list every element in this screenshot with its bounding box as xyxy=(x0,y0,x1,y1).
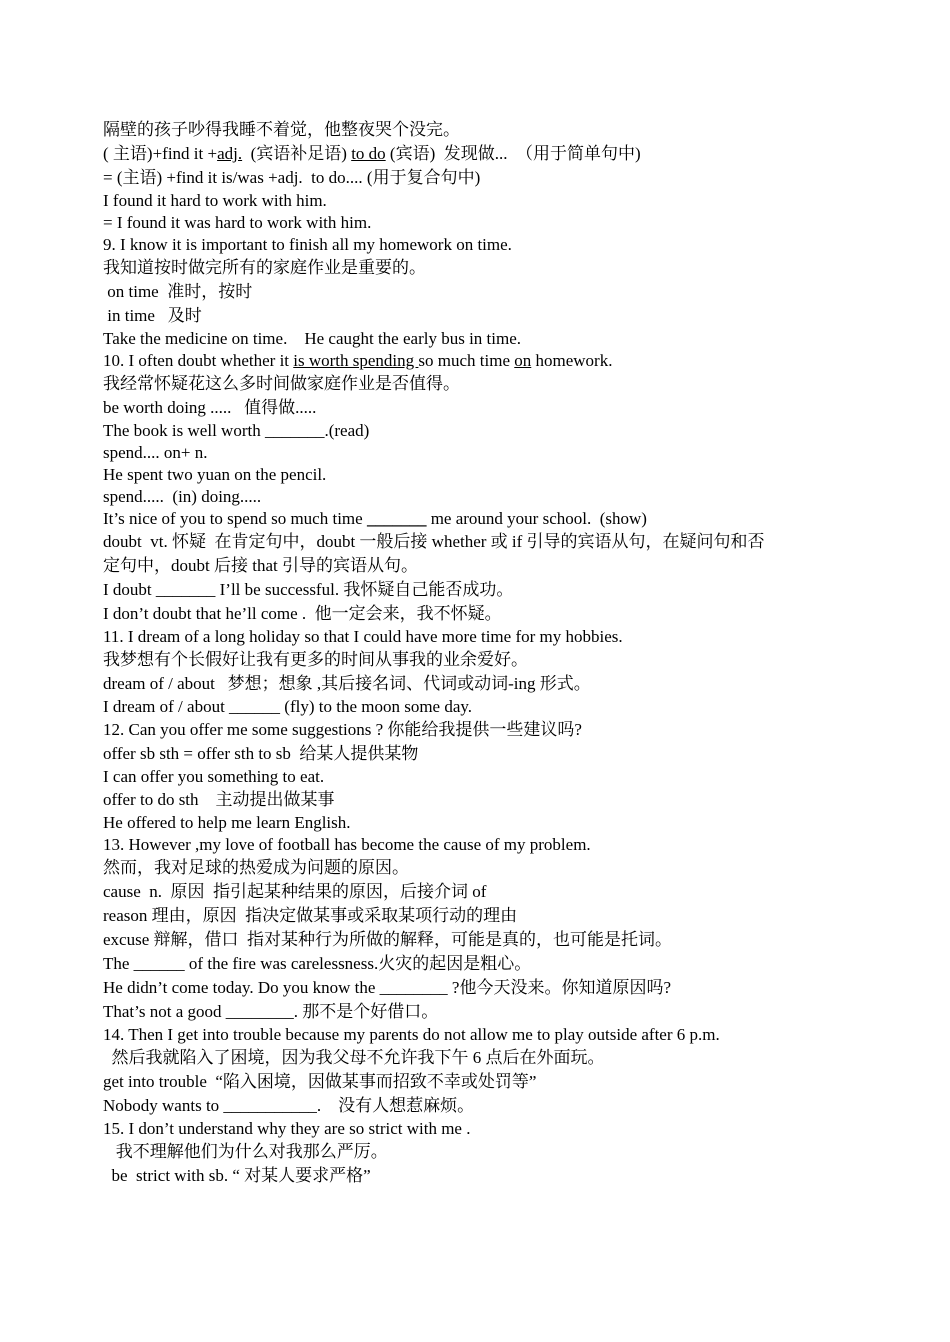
text-segment: 我不理解他们为什么对我那么严厉。 xyxy=(103,1142,388,1161)
text-segment: cause n. 原因 指引起某种结果的原因，后接介词 of xyxy=(103,882,487,901)
text-segment: ( 主语)+find it + xyxy=(103,144,218,163)
text-line xyxy=(103,856,863,880)
text-line xyxy=(103,554,863,578)
text-segment: I can offer you something to eat. xyxy=(103,767,325,786)
text-segment: so much time xyxy=(418,351,515,370)
text-segment: doubt vt. 怀疑 在肯定句中，doubt 一般后接 whether 或 if 引导的宾语从句，在疑问句和否 xyxy=(103,532,765,551)
text-line xyxy=(103,530,863,554)
text-line xyxy=(103,166,863,190)
text-segment: on time 准时，按时 xyxy=(103,282,253,301)
text-line xyxy=(103,648,863,672)
text-segment: is worth spending xyxy=(293,351,419,370)
text-segment: That’s not a good ________. 那不是个好借口。 xyxy=(103,1002,439,1021)
text-segment: He didn’t come today. Do you know the ________ ?他今天没来。你知道原因吗? xyxy=(103,978,672,997)
text-line xyxy=(103,602,863,626)
text-line xyxy=(103,928,863,952)
text-line xyxy=(103,280,863,304)
text-line xyxy=(103,328,863,350)
text-segment: homework. xyxy=(531,351,613,370)
text-line xyxy=(103,442,863,464)
text-line xyxy=(103,1094,863,1118)
text-segment: 9. I know it is important to finish all my homework on time. xyxy=(103,235,512,254)
text-segment: It’s nice of you to spend so much time xyxy=(103,509,367,528)
text-segment: 14. Then I get into trouble because my parents do not allow me to play outside after 6 p.m. xyxy=(103,1025,720,1044)
text-line xyxy=(103,508,863,530)
text-line xyxy=(103,718,863,742)
text-segment: (宾语) 发现做... （用于简单句中) xyxy=(385,144,641,163)
text-segment: on xyxy=(514,351,532,370)
text-line xyxy=(103,256,863,280)
text-line xyxy=(103,742,863,766)
text-line xyxy=(103,486,863,508)
text-line xyxy=(103,118,863,142)
text-segment: The ______ of the fire was carelessness.火灾的起因是粗心。 xyxy=(103,954,532,973)
text-segment: 13. However ,my love of football has become the cause of my problem. xyxy=(103,835,591,854)
text-line xyxy=(103,976,863,1000)
text-segment: be strict with sb. “ 对某人要求严格” xyxy=(103,1166,371,1185)
text-segment: spend..... (in) doing..... xyxy=(103,487,262,506)
text-segment: = (主语) +find it is/was +adj. to do.... (用于复合句中) xyxy=(103,168,481,187)
text-segment: 10. I often doubt whether it xyxy=(103,351,294,370)
text-segment: spend.... on+ n. xyxy=(103,443,208,462)
text-line xyxy=(103,396,863,420)
text-line xyxy=(103,464,863,486)
text-segment: Take the medicine on time. He caught the early bus in time. xyxy=(103,329,522,348)
text-line xyxy=(103,672,863,696)
text-line xyxy=(103,212,863,234)
text-segment: The book is well worth _______.(read) xyxy=(103,421,370,440)
text-segment: offer sb sth = offer sth to sb 给某人提供某物 xyxy=(103,744,419,763)
text-segment: to do xyxy=(351,144,386,163)
text-segment: I dream of / about ______ (fly) to the moon some day. xyxy=(103,697,473,716)
text-segment: I doubt _______ I’ll be successful. 我怀疑自己能否成功。 xyxy=(103,580,514,599)
text-segment: 定句中，doubt 后接 that 引导的宾语从句。 xyxy=(103,556,418,575)
text-line xyxy=(103,766,863,788)
text-segment: 然后我就陷入了困境，因为我父母不允许我下午 6 点后在外面玩。 xyxy=(103,1048,605,1067)
text-line xyxy=(103,1140,863,1164)
text-segment: 隔壁的孩子吵得我睡不着觉，他整夜哭个没完。 xyxy=(103,120,460,139)
text-line xyxy=(103,350,863,372)
text-segment: 12. Can you offer me some suggestions ? 你能给我提供一些建议吗? xyxy=(103,720,582,739)
text-line xyxy=(103,142,863,166)
text-segment: 我梦想有个长假好让我有更多的时间从事我的业余爱好。 xyxy=(103,650,528,669)
text-line xyxy=(103,788,863,812)
text-line xyxy=(103,234,863,256)
text-segment: = I found it was hard to work with him. xyxy=(103,213,372,232)
text-line xyxy=(103,952,863,976)
text-segment: get into trouble “陷入困境，因做某事而招致不幸或处罚等” xyxy=(103,1072,537,1091)
text-segment: 我经常怀疑花这么多时间做家庭作业是否值得。 xyxy=(103,374,460,393)
text-segment: I don’t doubt that he’ll come . 他一定会来，我不怀疑。 xyxy=(103,604,502,623)
text-line xyxy=(103,420,863,442)
text-line xyxy=(103,1024,863,1046)
text-line xyxy=(103,1070,863,1094)
text-line xyxy=(103,812,863,834)
text-segment: be worth doing ..... 值得做..... xyxy=(103,398,317,417)
text-line xyxy=(103,1000,863,1024)
text-line xyxy=(103,1164,863,1188)
text-line xyxy=(103,578,863,602)
text-line xyxy=(103,1046,863,1070)
text-segment: me around your school. (show) xyxy=(426,509,647,528)
text-line xyxy=(103,1118,863,1140)
text-segment: _______ xyxy=(366,509,427,528)
text-segment: (宾语补足语) xyxy=(242,144,352,163)
text-line xyxy=(103,696,863,718)
text-segment: 11. I dream of a long holiday so that I could have more time for my hobbies. xyxy=(103,627,623,646)
text-segment: adj. xyxy=(217,144,243,163)
text-segment: He offered to help me learn English. xyxy=(103,813,351,832)
text-line xyxy=(103,190,863,212)
text-segment: He spent two yuan on the pencil. xyxy=(103,465,327,484)
text-line xyxy=(103,372,863,396)
text-segment: I found it hard to work with him. xyxy=(103,191,327,210)
text-segment: excuse 辩解，借口 指对某种行为所做的解释，可能是真的，也可能是托词。 xyxy=(103,930,673,949)
text-segment: 我知道按时做完所有的家庭作业是重要的。 xyxy=(103,258,426,277)
text-segment: Nobody wants to ___________. 没有人想惹麻烦。 xyxy=(103,1096,475,1115)
text-segment: 15. I don’t understand why they are so strict with me . xyxy=(103,1119,471,1138)
text-line xyxy=(103,904,863,928)
text-line xyxy=(103,626,863,648)
text-line xyxy=(103,304,863,328)
text-line xyxy=(103,834,863,856)
document-page xyxy=(103,118,863,1188)
text-segment: 然而，我对足球的热爱成为问题的原因。 xyxy=(103,858,409,877)
text-segment: in time 及时 xyxy=(103,306,202,325)
text-segment: reason 理由，原因 指决定做某事或采取某项行动的理由 xyxy=(103,906,518,925)
text-line xyxy=(103,880,863,904)
text-segment: dream of / about 梦想；想象 ,其后接名词、代词或动词-ing 形式。 xyxy=(103,674,591,693)
text-segment: offer to do sth 主动提出做某事 xyxy=(103,790,335,809)
